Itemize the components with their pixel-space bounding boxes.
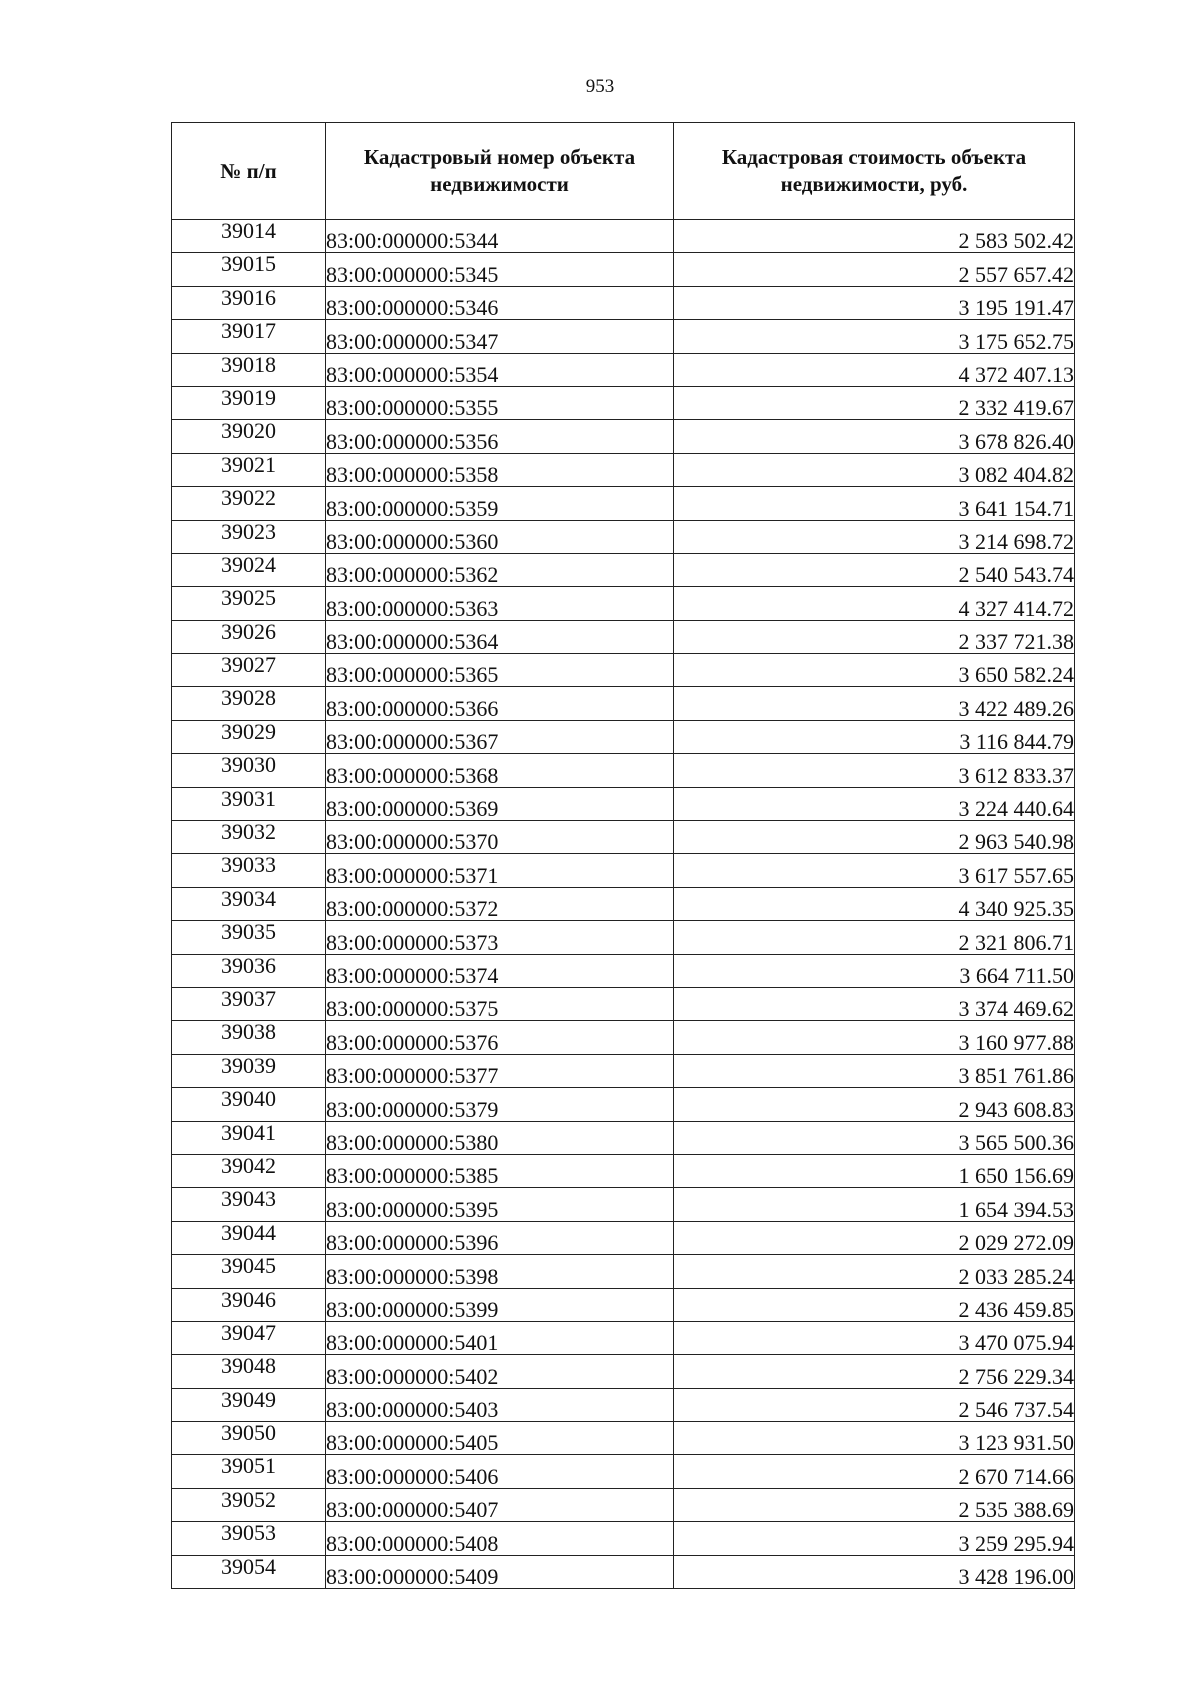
table-row (172, 921, 1075, 954)
cadastral-number-cell: 83:00:000000:5399 (326, 1288, 674, 1321)
cadastral-value-cell: 2 943 608.83 (674, 1088, 1075, 1121)
cadastral-value-cell: 2 033 285.24 (674, 1255, 1075, 1288)
cadastral-value-cell: 3 565 500.36 (674, 1121, 1075, 1154)
row-number-cell: 39044 (172, 1221, 326, 1254)
header-row (172, 123, 1075, 220)
cadastral-value-cell: 3 116 844.79 (674, 720, 1075, 753)
cadastral-number-cell: 83:00:000000:5398 (326, 1255, 674, 1288)
cadastral-value-cell: 2 546 737.54 (674, 1388, 1075, 1421)
table-body (172, 220, 1075, 1589)
row-number-cell: 39047 (172, 1321, 326, 1354)
cadastral-number-cell: 83:00:000000:5365 (326, 654, 674, 687)
cadastral-value-cell: 3 470 075.94 (674, 1321, 1075, 1354)
header-row-number: № п/п (172, 123, 326, 220)
row-number-cell: 39025 (172, 587, 326, 620)
cadastral-number-cell: 83:00:000000:5396 (326, 1221, 674, 1254)
cadastral-number-cell: 83:00:000000:5370 (326, 821, 674, 854)
table-row (172, 1288, 1075, 1321)
row-number-cell: 39051 (172, 1455, 326, 1488)
cadastral-value-cell: 3 123 931.50 (674, 1422, 1075, 1455)
row-number-cell: 39020 (172, 420, 326, 453)
cadastral-number-cell: 83:00:000000:5359 (326, 487, 674, 520)
cadastral-value-cell: 3 214 698.72 (674, 520, 1075, 553)
table-row (172, 1455, 1075, 1488)
cadastral-number-cell: 83:00:000000:5367 (326, 720, 674, 753)
row-number-cell: 39039 (172, 1054, 326, 1087)
row-number-cell: 39042 (172, 1154, 326, 1187)
row-number-cell: 39046 (172, 1288, 326, 1321)
page-number: 953 (585, 76, 615, 97)
table-row (172, 887, 1075, 920)
cadastral-value-cell: 3 224 440.64 (674, 787, 1075, 820)
table-row (172, 253, 1075, 286)
row-number-cell: 39053 (172, 1522, 326, 1555)
row-number-cell: 39036 (172, 954, 326, 987)
cadastral-number-cell: 83:00:000000:5347 (326, 320, 674, 353)
cadastral-value-cell: 3 374 469.62 (674, 987, 1075, 1020)
table-row (172, 220, 1075, 253)
row-number-cell: 39016 (172, 286, 326, 319)
cadastral-value-cell: 2 756 229.34 (674, 1355, 1075, 1388)
cadastral-value-cell: 3 175 652.75 (674, 320, 1075, 353)
table-row (172, 587, 1075, 620)
row-number-cell: 39041 (172, 1121, 326, 1154)
cadastral-value-cell: 4 372 407.13 (674, 353, 1075, 386)
cadastral-number-cell: 83:00:000000:5405 (326, 1422, 674, 1455)
cadastral-value-cell: 2 670 714.66 (674, 1455, 1075, 1488)
table-row (172, 754, 1075, 787)
table-row (172, 1522, 1075, 1555)
table-row (172, 1488, 1075, 1521)
cadastral-value-cell: 3 650 582.24 (674, 654, 1075, 687)
cadastral-number-cell: 83:00:000000:5344 (326, 220, 674, 253)
cadastral-number-cell: 83:00:000000:5376 (326, 1021, 674, 1054)
cadastral-value-cell: 2 963 540.98 (674, 821, 1075, 854)
cadastral-value-cell: 2 321 806.71 (674, 921, 1075, 954)
table-header (172, 123, 1075, 220)
row-number-cell: 39040 (172, 1088, 326, 1121)
row-number-cell: 39015 (172, 253, 326, 286)
table-row (172, 453, 1075, 486)
row-number-cell: 39022 (172, 487, 326, 520)
table-row (172, 1355, 1075, 1388)
cadastral-value-cell: 2 436 459.85 (674, 1288, 1075, 1321)
cadastral-number-cell: 83:00:000000:5363 (326, 587, 674, 620)
cadastral-number-cell: 83:00:000000:5355 (326, 386, 674, 419)
table-row (172, 821, 1075, 854)
table-row (172, 1388, 1075, 1421)
cadastral-number-cell: 83:00:000000:5369 (326, 787, 674, 820)
header-cadastral-value: Кадастровая стоимость объекта недвижимости, руб. (674, 123, 1075, 220)
cadastral-value-cell: 3 259 295.94 (674, 1522, 1075, 1555)
table-row (172, 286, 1075, 319)
cadastral-value-cell: 3 664 711.50 (674, 954, 1075, 987)
row-number-cell: 39030 (172, 754, 326, 787)
cadastral-number-cell: 83:00:000000:5374 (326, 954, 674, 987)
cadastral-number-cell: 83:00:000000:5356 (326, 420, 674, 453)
cadastral-value-cell: 2 583 502.42 (674, 220, 1075, 253)
table-row (172, 1321, 1075, 1354)
cadastral-number-cell: 83:00:000000:5385 (326, 1154, 674, 1187)
cadastral-number-cell: 83:00:000000:5401 (326, 1321, 674, 1354)
table-row (172, 720, 1075, 753)
table-row (172, 1021, 1075, 1054)
table-row (172, 553, 1075, 586)
cadastral-number-cell: 83:00:000000:5406 (326, 1455, 674, 1488)
cadastral-number-cell: 83:00:000000:5368 (326, 754, 674, 787)
cadastral-number-cell: 83:00:000000:5345 (326, 253, 674, 286)
cadastral-number-cell: 83:00:000000:5408 (326, 1522, 674, 1555)
cadastral-number-cell: 83:00:000000:5395 (326, 1188, 674, 1221)
table-row (172, 386, 1075, 419)
table-row (172, 1221, 1075, 1254)
cadastral-number-cell: 83:00:000000:5377 (326, 1054, 674, 1087)
header-cadastral-number: Кадастровый номер объекта недвижимости (326, 123, 674, 220)
row-number-cell: 39018 (172, 353, 326, 386)
table-row (172, 1188, 1075, 1221)
row-number-cell: 39048 (172, 1355, 326, 1388)
cadastral-value-cell: 3 617 557.65 (674, 854, 1075, 887)
cadastral-number-cell: 83:00:000000:5380 (326, 1121, 674, 1154)
cadastral-value-cell: 1 650 156.69 (674, 1154, 1075, 1187)
cadastral-value-cell: 2 337 721.38 (674, 620, 1075, 653)
row-number-cell: 39023 (172, 520, 326, 553)
row-number-cell: 39017 (172, 320, 326, 353)
cadastral-number-cell: 83:00:000000:5360 (326, 520, 674, 553)
cadastral-value-cell: 3 641 154.71 (674, 487, 1075, 520)
cadastral-value-cell: 2 029 272.09 (674, 1221, 1075, 1254)
cadastral-number-cell: 83:00:000000:5358 (326, 453, 674, 486)
row-number-cell: 39024 (172, 553, 326, 586)
row-number-cell: 39021 (172, 453, 326, 486)
row-number-cell: 39028 (172, 687, 326, 720)
cadastre-table (171, 122, 1075, 1589)
cadastral-number-cell: 83:00:000000:5362 (326, 553, 674, 586)
cadastral-number-cell: 83:00:000000:5354 (326, 353, 674, 386)
row-number-cell: 39019 (172, 386, 326, 419)
cadastral-value-cell: 4 340 925.35 (674, 887, 1075, 920)
cadastral-number-cell: 83:00:000000:5371 (326, 854, 674, 887)
table-row (172, 954, 1075, 987)
row-number-cell: 39032 (172, 821, 326, 854)
row-number-cell: 39054 (172, 1555, 326, 1588)
cadastral-value-cell: 3 160 977.88 (674, 1021, 1075, 1054)
table-row (172, 687, 1075, 720)
row-number-cell: 39026 (172, 620, 326, 653)
cadastral-number-cell: 83:00:000000:5372 (326, 887, 674, 920)
row-number-cell: 39050 (172, 1422, 326, 1455)
row-number-cell: 39043 (172, 1188, 326, 1221)
table-row (172, 1154, 1075, 1187)
table-row (172, 353, 1075, 386)
row-number-cell: 39033 (172, 854, 326, 887)
table-row (172, 1255, 1075, 1288)
cadastral-value-cell: 2 332 419.67 (674, 386, 1075, 419)
cadastral-value-cell: 2 540 543.74 (674, 553, 1075, 586)
cadastral-value-cell: 3 851 761.86 (674, 1054, 1075, 1087)
cadastral-number-cell: 83:00:000000:5346 (326, 286, 674, 319)
cadastral-number-cell: 83:00:000000:5403 (326, 1388, 674, 1421)
cadastral-value-cell: 3 082 404.82 (674, 453, 1075, 486)
table-row (172, 787, 1075, 820)
cadastral-value-cell: 3 195 191.47 (674, 286, 1075, 319)
cadastral-number-cell: 83:00:000000:5407 (326, 1488, 674, 1521)
cadastral-number-cell: 83:00:000000:5375 (326, 987, 674, 1020)
table-row (172, 1088, 1075, 1121)
table-row (172, 1422, 1075, 1455)
row-number-cell: 39035 (172, 921, 326, 954)
row-number-cell: 39037 (172, 987, 326, 1020)
cadastral-number-cell: 83:00:000000:5379 (326, 1088, 674, 1121)
row-number-cell: 39014 (172, 220, 326, 253)
cadastral-number-cell: 83:00:000000:5373 (326, 921, 674, 954)
row-number-cell: 39049 (172, 1388, 326, 1421)
cadastral-value-cell: 3 612 833.37 (674, 754, 1075, 787)
cadastral-value-cell: 1 654 394.53 (674, 1188, 1075, 1221)
cadastral-value-cell: 2 535 388.69 (674, 1488, 1075, 1521)
cadastral-number-cell: 83:00:000000:5364 (326, 620, 674, 653)
table-row (172, 1555, 1075, 1588)
table-row (172, 1054, 1075, 1087)
cadastral-number-cell: 83:00:000000:5366 (326, 687, 674, 720)
table-row (172, 620, 1075, 653)
table-row (172, 320, 1075, 353)
row-number-cell: 39034 (172, 887, 326, 920)
row-number-cell: 39027 (172, 654, 326, 687)
table-row (172, 854, 1075, 887)
table-row (172, 487, 1075, 520)
table-row (172, 420, 1075, 453)
cadastral-number-cell: 83:00:000000:5402 (326, 1355, 674, 1388)
table-row (172, 654, 1075, 687)
cadastral-value-cell: 2 557 657.42 (674, 253, 1075, 286)
cadastral-value-cell: 3 422 489.26 (674, 687, 1075, 720)
row-number-cell: 39052 (172, 1488, 326, 1521)
table-row (172, 1121, 1075, 1154)
table-row (172, 987, 1075, 1020)
cadastral-value-cell: 3 678 826.40 (674, 420, 1075, 453)
row-number-cell: 39029 (172, 720, 326, 753)
row-number-cell: 39031 (172, 787, 326, 820)
row-number-cell: 39045 (172, 1255, 326, 1288)
table-row (172, 520, 1075, 553)
cadastral-number-cell: 83:00:000000:5409 (326, 1555, 674, 1588)
cadastral-value-cell: 3 428 196.00 (674, 1555, 1075, 1588)
cadastral-value-cell: 4 327 414.72 (674, 587, 1075, 620)
row-number-cell: 39038 (172, 1021, 326, 1054)
